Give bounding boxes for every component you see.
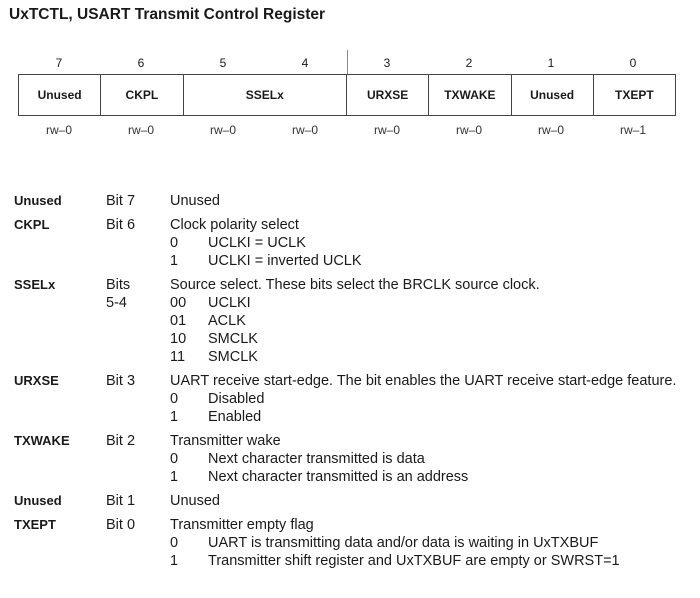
field-option [170,552,690,570]
field-option [170,408,690,426]
field-descriptions [14,192,694,576]
option-code: 1 [170,409,179,425]
field-option [170,468,690,486]
field-option [170,390,690,408]
register-field-txwake: TXWAKE [429,75,511,115]
option-text: Next character transmitted is an address [208,469,469,485]
field-bits: Bits 5-4 [106,277,131,311]
page-title: UxTCTL, USART Transmit Control Register [9,6,326,23]
option-code: 01 [170,313,187,329]
register-field-ckpl: CKPL [101,75,183,115]
option-text: Disabled [208,391,265,407]
option-code: 0 [170,535,179,551]
bit-number: 2 [465,56,473,70]
option-text: UCLKI = inverted UCLK [208,253,362,269]
option-text: Enabled [208,409,262,425]
option-text: UCLKI [208,295,251,311]
field-option [170,252,690,270]
field-bits: Bit 1 [106,493,136,509]
field-description: Clock polarity select [170,217,299,233]
field-option [170,234,690,252]
option-text: UART is transmitting data and/or data is waiting in UxTXBUF [208,535,599,551]
option-code: 1 [170,553,179,569]
field-description: Unused [170,493,220,509]
option-code: 1 [170,253,179,269]
bit-number: 6 [137,56,145,70]
field-option [170,312,690,330]
field-name: Unused [14,193,62,208]
description-row [14,516,694,570]
field-option [170,294,690,312]
register-field-unused: Unused [19,75,101,115]
field-name: TXEPT [14,517,56,532]
description-row [14,192,694,210]
description-row [14,432,694,486]
field-option [170,330,690,348]
option-code: 0 [170,391,179,407]
option-text: UCLKI = UCLK [208,235,306,251]
field-bits: Bit 2 [106,433,136,449]
register-diagram [18,74,676,116]
option-code: 00 [170,295,187,311]
field-name: SSELx [14,277,56,292]
field-name: TXWAKE [14,433,70,448]
register-field-urxse: URXSE [347,75,429,115]
option-text: SMCLK [208,331,258,347]
bit-number: 7 [55,56,63,70]
option-code: 0 [170,235,179,251]
description-row [14,372,694,426]
option-code: 11 [170,349,186,365]
bit-number: 3 [383,56,391,70]
description-row [14,492,694,510]
option-text: ACLK [208,313,246,329]
access-type: rw–0 [45,123,72,137]
option-code: 0 [170,451,179,467]
field-option [170,534,690,552]
field-name: URXSE [14,373,59,388]
field-description: Transmitter wake [170,433,281,449]
access-type: rw–0 [291,123,318,137]
access-type: rw–0 [373,123,400,137]
access-row [18,123,676,139]
field-description: Unused [170,193,220,209]
bit-number: 4 [301,56,309,70]
bit-number: 0 [629,56,637,70]
option-code: 10 [170,331,187,347]
bit-number: 1 [547,56,555,70]
field-name: CKPL [14,217,50,232]
field-bits: Bit 6 [106,217,136,233]
option-text: Transmitter shift register and UxTXBUF are empty or SWRST=1 [208,553,620,569]
option-text: Next character transmitted is data [208,451,425,467]
field-bits: Bit 7 [106,193,136,209]
nibble-divider [347,50,348,74]
field-description: Source select. These bits select the BRCLK source clock. [170,277,540,293]
bit-number: 5 [219,56,227,70]
register-field-unused: Unused [512,75,594,115]
field-bits: Bit 0 [106,517,136,533]
field-description: UART receive start-edge. The bit enables the UART receive start-edge feature. [170,373,677,389]
field-option [170,348,690,366]
description-row [14,216,694,270]
access-type: rw–0 [455,123,482,137]
field-description: Transmitter empty flag [170,517,314,533]
option-text: SMCLK [208,349,258,365]
field-name: Unused [14,493,62,508]
field-bits: Bit 3 [106,373,136,389]
access-type: rw–0 [209,123,236,137]
register-field-txept: TXEPT [615,88,654,102]
access-type: rw–0 [127,123,154,137]
field-option [170,450,690,468]
description-row [14,276,694,366]
register-field-sselx: SSELx [184,75,348,115]
access-type: rw–1 [619,123,646,137]
access-type: rw–0 [537,123,564,137]
option-code: 1 [170,469,179,485]
